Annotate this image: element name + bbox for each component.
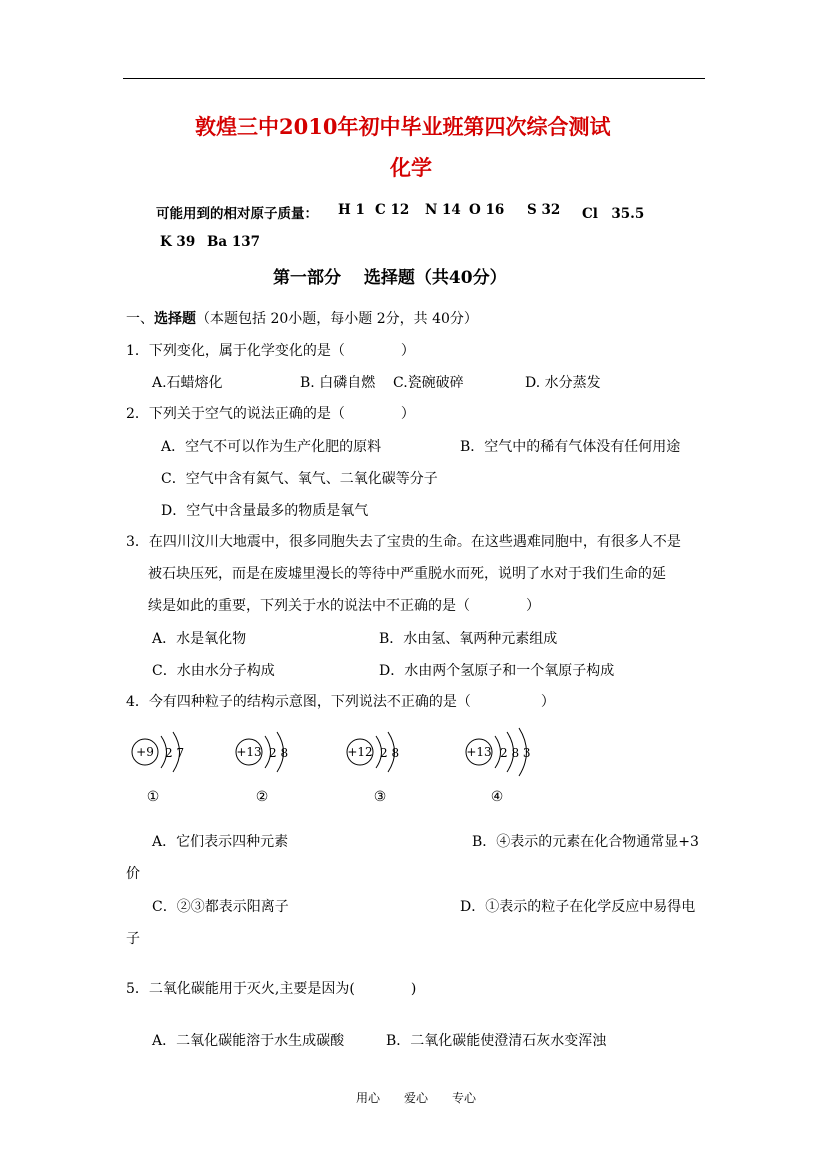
header-rule xyxy=(123,78,705,79)
particle-3-label: ③ xyxy=(373,789,387,805)
particle-1-label: ① xyxy=(146,789,160,805)
section-intro-rest: （本题包括 20小题，每小题 2分，共 40分） xyxy=(196,311,478,327)
particle-diagrams xyxy=(120,720,560,810)
q2-stem: 2．下列关于空气的说法正确的是（ ） xyxy=(126,406,415,422)
exam-title: 敦煌三中2010年初中毕业班第四次综合测试 xyxy=(195,114,611,139)
atomic-mass-ba: Ba 137 xyxy=(207,234,261,250)
q3-stem-line1: 3．在四川汶川大地震中，很多同胞失去了宝贵的生命。在这些遇难同胞中，有很多人不是 xyxy=(126,534,681,550)
atomic-mass-label: 可能用到的相对原子质量： xyxy=(156,206,318,222)
q4-stem: 4．今有四种粒子的结构示意图，下列说法不正确的是（ ） xyxy=(126,694,555,710)
particle-4-nucleus: +13 xyxy=(466,745,492,759)
q4-option-b-line2: 价 xyxy=(126,866,140,882)
particle-2-nucleus: +13 xyxy=(236,745,262,759)
q4-option-d-line1: D．①表示的粒子在化学反应中易得电 xyxy=(460,899,696,915)
q2-option-d: D．空气中含量最多的物质是氧气 xyxy=(161,503,369,519)
atomic-mass-cl: Cl 35.5 xyxy=(582,206,645,222)
q1-option-c: C.瓷碗破碎 xyxy=(393,375,464,391)
page-footer: 用心 爱心 专心 xyxy=(356,1091,477,1105)
q1-option-d: D. 水分蒸发 xyxy=(525,375,601,391)
q2-option-a: A．空气不可以作为生产化肥的原料 xyxy=(161,439,382,455)
q4-option-d-line2: 子 xyxy=(126,931,140,947)
atomic-mass-c: C 12 xyxy=(375,202,410,218)
section-title: 第一部分 选择题（共40分） xyxy=(273,268,507,288)
particle-4-shells: 2 8 3 xyxy=(500,746,531,760)
particle-4-label: ④ xyxy=(490,789,504,805)
q3-option-b: B．水由氢、氧两种元素组成 xyxy=(379,631,558,647)
q5-stem: 5．二氧化碳能用于灭火,主要是因为( ) xyxy=(126,981,417,997)
q2-option-b: B．空气中的稀有气体没有任何用途 xyxy=(460,439,681,455)
atomic-mass-k: K 39 xyxy=(160,234,196,250)
q2-option-c: C．空气中含有氮气、氧气、二氧化碳等分子 xyxy=(161,471,438,487)
atomic-mass-o: O 16 xyxy=(469,202,505,218)
q5-option-b: B．二氧化碳能使澄清石灰水变浑浊 xyxy=(386,1033,607,1049)
q4-option-c: C．②③都表示阳离子 xyxy=(152,899,289,915)
section-intro-prefix: 一、 xyxy=(126,311,154,327)
q3-stem-line3: 续是如此的重要，下列关于水的说法中不正确的是（ ） xyxy=(148,598,540,614)
atomic-mass-n: N 14 xyxy=(425,202,461,218)
particle-1-nucleus: +9 xyxy=(136,745,154,759)
q3-stem-line2: 被石块压死，而是在废墟里漫长的等待中严重脱水而死，说明了水对于我们生命的延 xyxy=(148,566,666,582)
q1-stem: 1．下列变化，属于化学变化的是（ ） xyxy=(126,343,415,359)
particle-3-shells: 2 8 xyxy=(380,746,400,760)
q5-option-a: A．二氧化碳能溶于水生成碳酸 xyxy=(152,1033,345,1049)
q1-option-b: B. 白磷自燃 xyxy=(300,375,376,391)
q4-option-a: A．它们表示四种元素 xyxy=(152,834,289,850)
q1-option-a: A.石蜡熔化 xyxy=(152,375,223,391)
q3-option-d: D．水由两个氢原子和一个氧原子构成 xyxy=(379,663,615,679)
particle-3-nucleus: +12 xyxy=(347,745,373,759)
atomic-mass-h: H 1 xyxy=(338,202,365,218)
atomic-mass-s: S 32 xyxy=(527,202,561,218)
particle-2-shells: 2 8 xyxy=(269,746,289,760)
section-intro xyxy=(126,308,478,328)
particle-2-label: ② xyxy=(255,789,269,805)
q3-option-c: C．水由水分子构成 xyxy=(152,663,275,679)
subject-title: 化学 xyxy=(390,155,432,180)
particle-1-shells: 2 7 xyxy=(165,746,185,760)
section-intro-bold: 选择题 xyxy=(154,311,196,327)
q4-option-b-line1: B．④表示的元素在化合物通常显+3 xyxy=(472,834,699,850)
q3-option-a: A．水是氧化物 xyxy=(152,631,247,647)
